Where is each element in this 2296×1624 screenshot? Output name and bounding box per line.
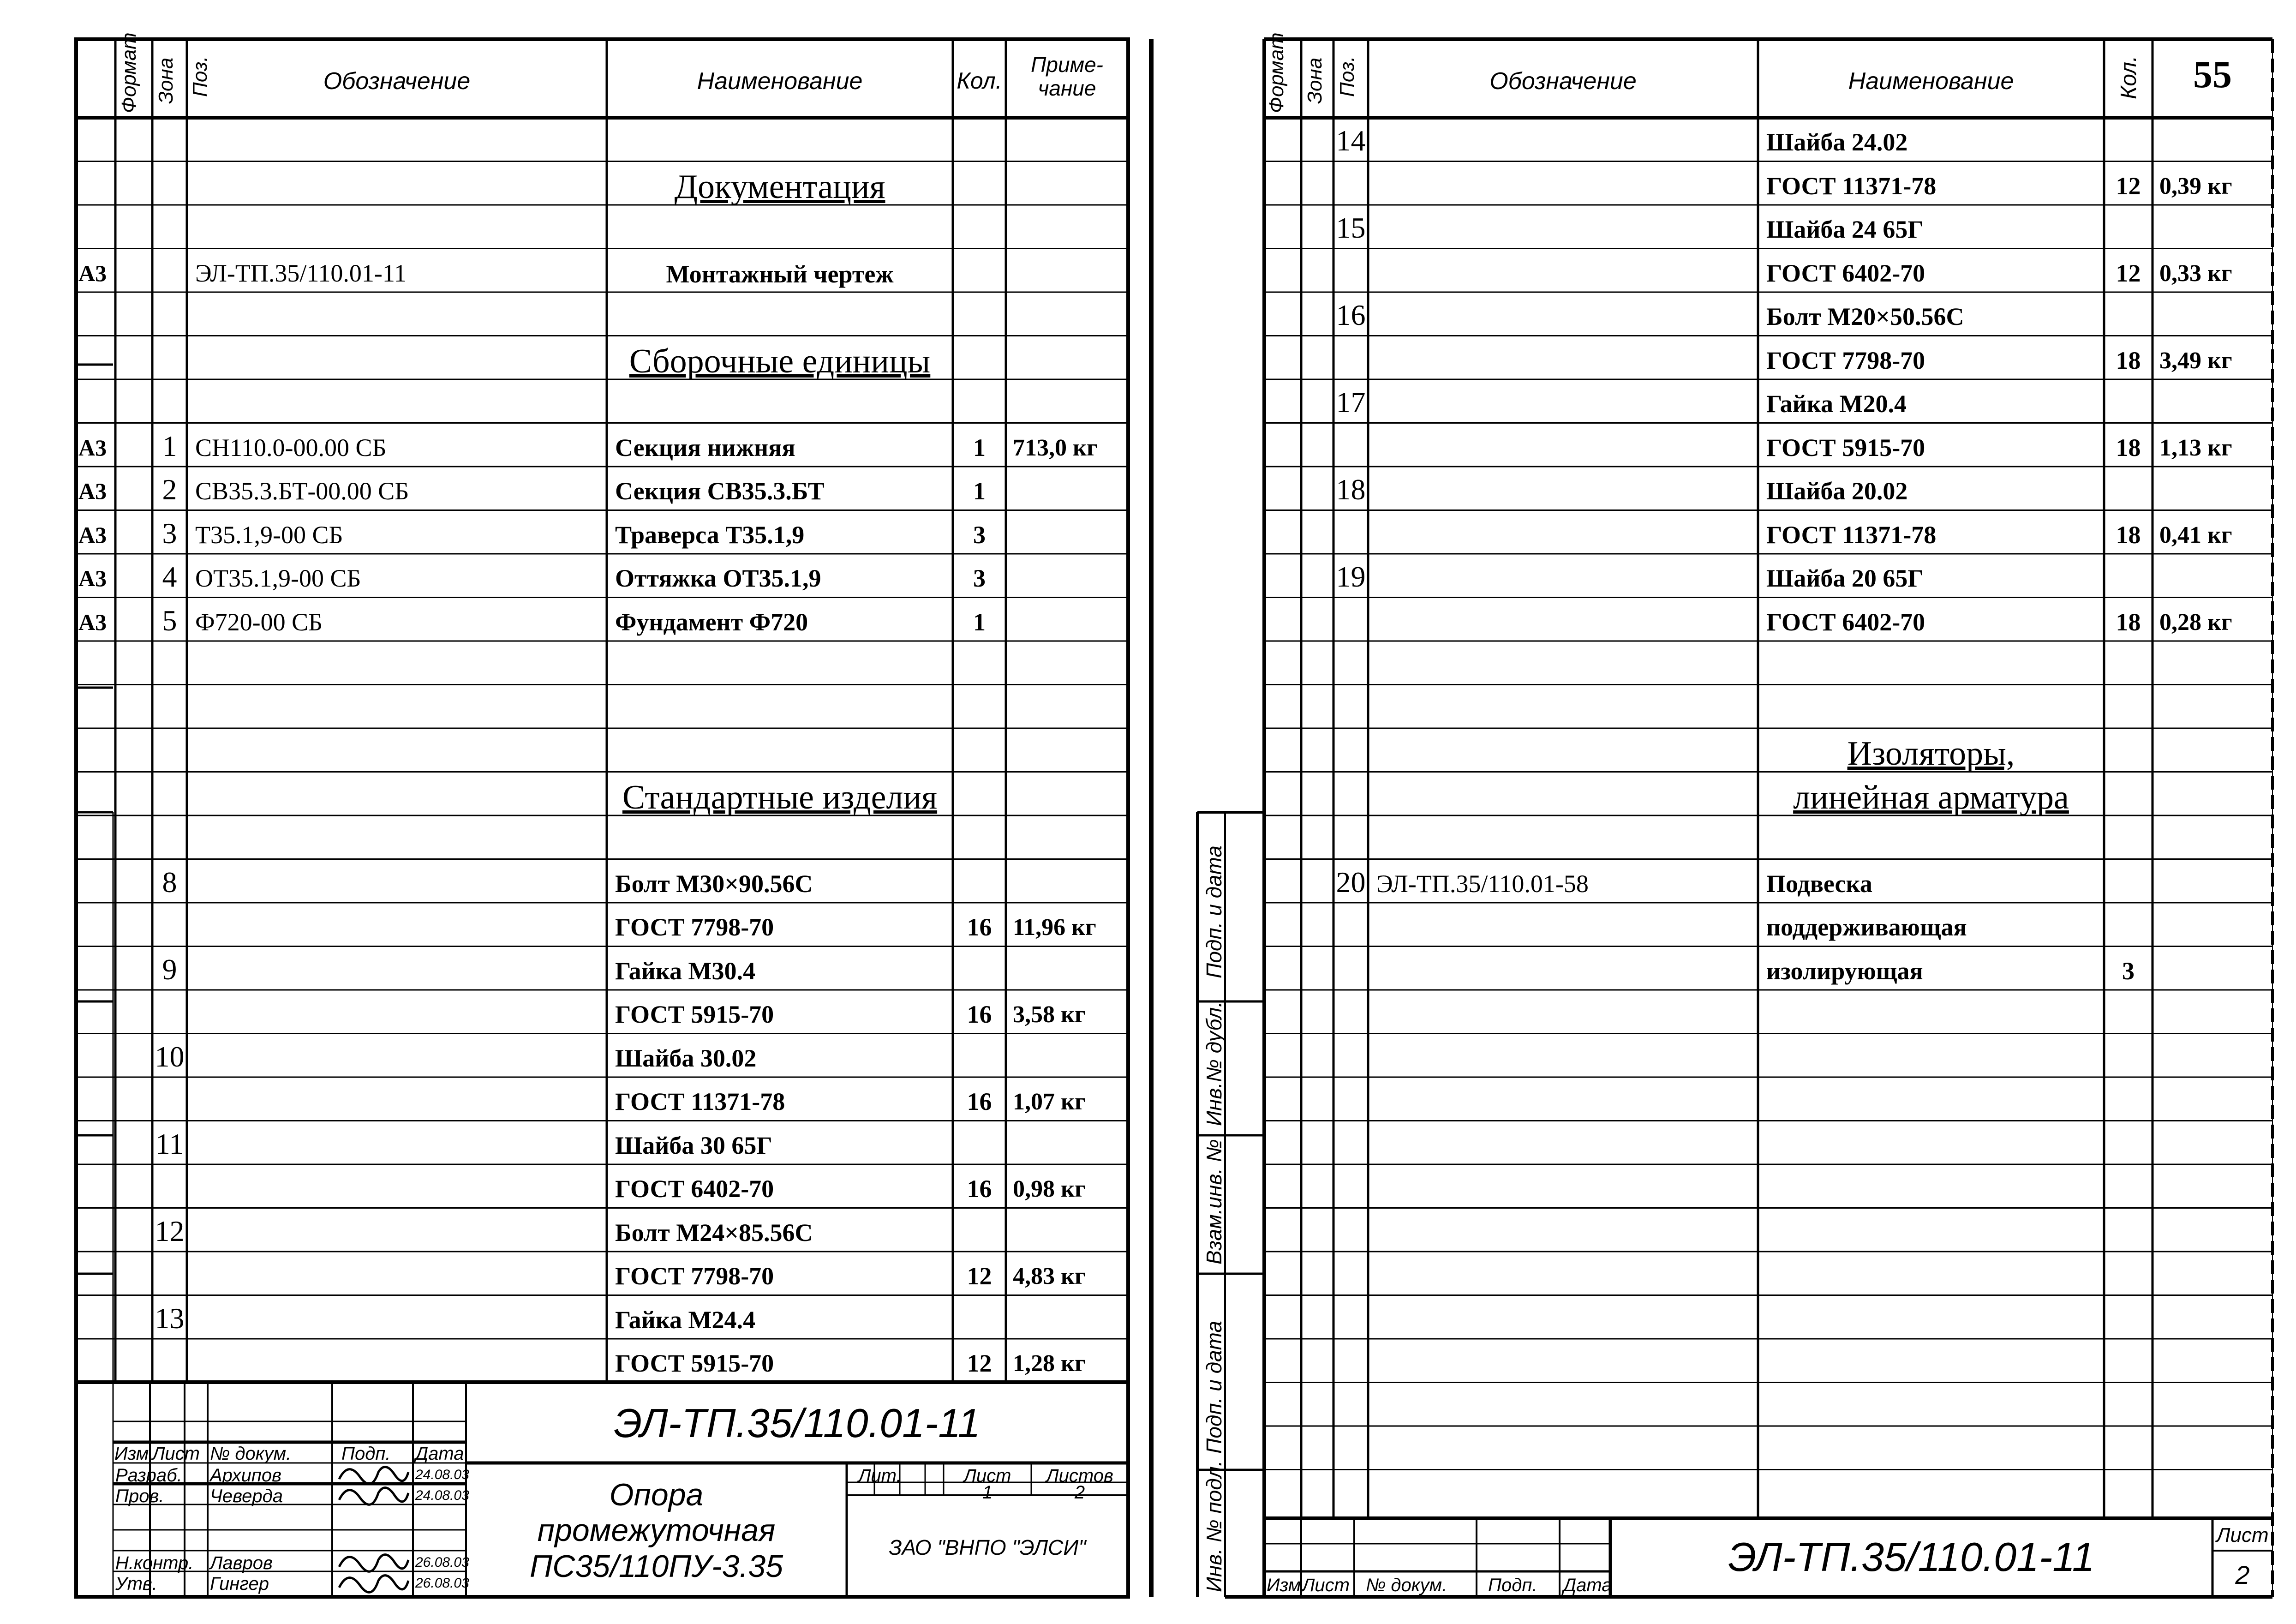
cell-name: Оттяжка ОТ35.1,9 (615, 564, 821, 592)
cell-name: ГОСТ 7798-70 (615, 1262, 774, 1290)
cell-qty: 12 (967, 1262, 992, 1290)
cell-pos: 17 (1336, 386, 1366, 419)
stamp-hdr-izm: Изм. (1267, 1575, 1306, 1595)
header-name: Наименование (697, 68, 863, 95)
cell-note: 0,39 кг (2159, 173, 2232, 199)
cell-format: А3 (78, 521, 107, 548)
stamp-name: Лавров (210, 1553, 273, 1573)
stamp-title-3: ПС35/110ПУ-3.35 (529, 1549, 783, 1584)
cell-name: поддерживающая (1766, 913, 1967, 941)
header-pos: Поз. (189, 56, 211, 97)
section-heading: Изоляторы, (1847, 735, 2015, 773)
stamp-date: 26.08.03 (415, 1555, 469, 1570)
stamp-name: Чеверда (210, 1486, 283, 1506)
stamp-name: Гингер (210, 1574, 269, 1594)
cell-name: Болт М24×85.56С (615, 1218, 813, 1246)
cell-pos: 18 (1336, 473, 1366, 506)
stamp-role: Утв. (115, 1574, 157, 1594)
cell-format: А3 (78, 609, 107, 635)
side-label-vzam-inv: Взам.инв. № (1202, 1139, 1226, 1264)
signature (339, 1555, 408, 1572)
cell-name: ГОСТ 6402-70 (1766, 259, 1925, 287)
cell-name: ГОСТ 6402-70 (1766, 608, 1925, 636)
cell-name: ГОСТ 6402-70 (615, 1175, 774, 1203)
stamp-hdr-ndoc: № докум. (210, 1444, 292, 1464)
cell-qty: 16 (967, 1175, 992, 1203)
cell-qty: 1 (973, 433, 986, 461)
signature (339, 1467, 408, 1484)
cell-note: 0,28 кг (2159, 609, 2232, 635)
stamp-date: 24.08.03 (415, 1467, 469, 1482)
cell-qty: 16 (967, 1088, 992, 1115)
stamp-role: Н.контр. (115, 1553, 194, 1573)
stamp-hdr-izm: Изм. (114, 1444, 154, 1464)
side-label-podp-date: Подп. и дата (1202, 845, 1226, 978)
header-format: Формат (1265, 32, 1288, 113)
cell-note: 4,83 кг (1013, 1263, 1086, 1289)
cell-qty: 18 (2116, 608, 2141, 636)
stamp-title-1: Опора (609, 1477, 704, 1512)
stamp-date: 26.08.03 (415, 1576, 469, 1591)
cell-qty: 1 (973, 477, 986, 505)
cell-qty: 1 (973, 608, 986, 636)
cell-pos: 20 (1336, 865, 1366, 899)
cell-qty: 18 (2116, 433, 2141, 461)
cell-qty: 18 (2116, 521, 2141, 549)
section-heading: линейная арматура (1793, 778, 2069, 816)
cell-name: ГОСТ 7798-70 (615, 913, 774, 941)
header-pos: Поз. (1336, 56, 1358, 97)
stamp-org: ЗАО "ВНПО "ЭЛСИ" (889, 1535, 1086, 1559)
stamp-hdr-list: Лист (1302, 1575, 1350, 1595)
cell-qty: 16 (967, 913, 992, 941)
cell-pos: 5 (162, 604, 177, 637)
cell-pos: 1 (162, 429, 177, 462)
cell-format: А3 (78, 434, 107, 461)
cell-designation: ЭЛ-ТП.35/110.01-11 (195, 259, 407, 287)
cell-note: 3,58 кг (1013, 1001, 1086, 1028)
header-qty: Кол. (957, 68, 1002, 94)
cell-qty: 18 (2116, 346, 2141, 374)
section-heading: Документация (674, 168, 885, 206)
stamp-hdr-podp: Подп. (341, 1444, 391, 1464)
stamp-hdr-date: Дата (1563, 1575, 1612, 1595)
cell-format: А3 (78, 565, 107, 591)
header-name: Наименование (1848, 68, 2014, 95)
cell-name: Болт М30×90.56С (615, 869, 813, 898)
stamp-lit: Лит. (858, 1466, 902, 1486)
cell-note: 713,0 кг (1013, 434, 1098, 461)
cell-pos: 9 (162, 953, 177, 986)
cell-name: ГОСТ 11371-78 (1766, 172, 1937, 200)
stamp-sheet-value: 2 (2235, 1560, 2250, 1589)
stamp-doc-code: ЭЛ-ТП.35/110.01-11 (1728, 1534, 2095, 1580)
cell-name: Подвеска (1766, 869, 1872, 898)
stamp-hdr-date: Дата (415, 1444, 464, 1464)
stamp-role: Разраб. (115, 1465, 182, 1486)
cell-note: 0,33 кг (2159, 260, 2232, 287)
cell-designation: Т35.1,9-00 СБ (195, 521, 343, 549)
cell-name: Шайба 24.02 (1766, 128, 1908, 156)
cell-pos: 15 (1336, 211, 1366, 244)
side-label-podp-date-2: Подп. и дата (1202, 1321, 1226, 1454)
cell-name: ГОСТ 7798-70 (1766, 346, 1925, 374)
header-format: Формат (118, 32, 140, 113)
signature (339, 1488, 408, 1505)
stamp-doc-code: ЭЛ-ТП.35/110.01-11 (614, 1400, 981, 1446)
section-heading: Сборочные единицы (629, 342, 931, 380)
cell-pos: 16 (1336, 299, 1366, 331)
cell-pos: 14 (1336, 124, 1366, 157)
stamp-date: 24.08.03 (415, 1488, 469, 1503)
cell-designation: Ф720-00 СБ (195, 608, 323, 636)
cell-pos: 2 (162, 473, 177, 506)
cell-name: Гайка М24.4 (615, 1306, 755, 1334)
stamp-sheets-label: Листов (1046, 1466, 1113, 1486)
stamp-role: Пров. (115, 1486, 164, 1506)
cell-note: 3,49 кг (2159, 347, 2232, 374)
cell-name: Траверса Т35.1,9 (615, 521, 805, 549)
cell-qty: 3 (2122, 957, 2135, 985)
cell-name: ГОСТ 11371-78 (615, 1088, 785, 1115)
cell-pos: 19 (1336, 560, 1366, 593)
cell-note: 1,07 кг (1013, 1089, 1086, 1115)
cell-name: Болт М20×50.56С (1766, 303, 1964, 330)
section-heading: Стандартные изделия (622, 778, 938, 816)
cell-qty: 12 (2116, 172, 2141, 200)
header-qty: Кол. (2117, 55, 2141, 99)
cell-format: А3 (78, 478, 107, 504)
cell-note: 11,96 кг (1013, 914, 1096, 941)
stamp-hdr-ndoc: № докум. (1366, 1575, 1447, 1595)
cell-qty: 16 (967, 1001, 992, 1028)
cell-designation: ЭЛ-ТП.35/110.01-58 (1376, 869, 1589, 898)
stamp-sheet-label: Лист (963, 1466, 1011, 1486)
cell-pos: 3 (162, 516, 177, 550)
header-zone: Зона (1303, 57, 1326, 104)
cell-name: ГОСТ 5915-70 (615, 1349, 774, 1377)
header-zone: Зона (155, 57, 177, 104)
stamp-sheet-label: Лист (2216, 1524, 2269, 1546)
cell-format: А3 (78, 260, 107, 286)
cell-name: ГОСТ 5915-70 (615, 1001, 774, 1028)
side-label-inv-dubl: Инв.№ дубл. (1202, 1001, 1226, 1126)
cell-qty: 12 (2116, 259, 2141, 287)
cell-name: ГОСТ 11371-78 (1766, 521, 1937, 549)
cell-name: Шайба 20 65Г (1766, 564, 1924, 592)
cell-name: изолирующая (1766, 957, 1923, 985)
signature (339, 1576, 408, 1593)
stamp-sheets-value: 2 (1074, 1482, 1085, 1503)
cell-name: Шайба 30 65Г (615, 1131, 772, 1159)
cell-pos: 11 (155, 1127, 184, 1160)
cell-note: 0,41 кг (2159, 521, 2232, 548)
stamp-hdr-list: Лист (152, 1444, 200, 1464)
cell-note: 0,98 кг (1013, 1176, 1086, 1202)
stamp-hdr-podp: Подп. (1488, 1575, 1537, 1595)
cell-designation: СН110.0-00.00 СБ (195, 433, 387, 461)
cell-designation: ОТ35.1,9-00 СБ (195, 564, 361, 592)
stamp-name: Архипов (210, 1465, 281, 1486)
cell-designation: СВ35.3.БТ-00.00 СБ (195, 477, 409, 505)
header-designation: Обозначение (1489, 68, 1637, 95)
cell-name: Секция СВ35.3.БТ (615, 477, 825, 505)
cell-pos: 10 (155, 1040, 185, 1073)
cell-name: Шайба 20.02 (1766, 477, 1908, 505)
page-number: 55 (2193, 53, 2232, 96)
cell-name: Шайба 24 65Г (1766, 216, 1924, 243)
cell-qty: 12 (967, 1349, 992, 1377)
cell-note: 1,28 кг (1013, 1350, 1086, 1377)
stamp-title-2: промежуточная (537, 1513, 776, 1548)
cell-pos: 12 (155, 1214, 185, 1247)
cell-name: Секция нижняя (615, 433, 795, 461)
cell-name: ГОСТ 5915-70 (1766, 433, 1925, 461)
cell-name: Фундамент Ф720 (615, 608, 808, 636)
cell-name: Монтажный чертеж (666, 260, 894, 288)
side-label-inv-podl: Инв. № подл. (1202, 1460, 1226, 1592)
cell-note: 1,13 кг (2159, 434, 2232, 461)
stamp-sheet-value: 1 (982, 1482, 993, 1503)
cell-name: Шайба 30.02 (615, 1044, 757, 1072)
header-designation: Обозначение (323, 68, 471, 95)
cell-qty: 3 (973, 564, 986, 592)
cell-pos: 4 (162, 560, 177, 593)
cell-qty: 3 (973, 521, 986, 549)
header-note: Приме- чание (1031, 53, 1103, 100)
cell-pos: 13 (155, 1301, 185, 1335)
cell-name: Гайка М30.4 (615, 957, 755, 985)
cell-name: Гайка М20.4 (1766, 390, 1907, 418)
cell-pos: 8 (162, 865, 177, 899)
